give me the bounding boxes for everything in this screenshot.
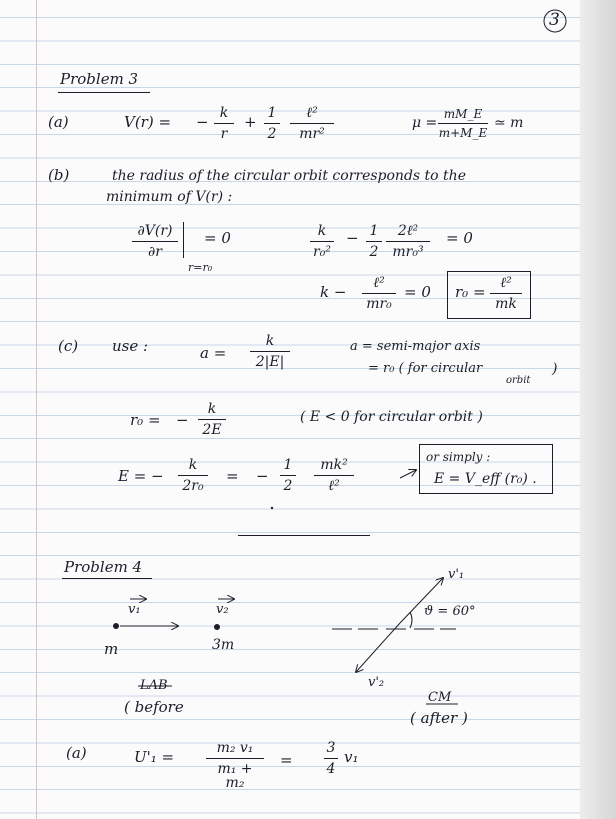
plus-sign: + <box>244 113 257 131</box>
three-quarters-fraction: $\frac{3}{4}$ <box>324 741 338 776</box>
k-minus: k − <box>320 283 347 301</box>
orbit-note: orbit <box>506 375 531 386</box>
energy-mk2-over-l2: mk² ℓ² <box>314 458 354 493</box>
energy-lhs: E = − <box>118 467 164 485</box>
minus-sign: − <box>196 113 209 131</box>
r0-fraction-c: $\frac{k}{2E}$ <box>198 402 226 437</box>
velocity-v2-prime-label: v'₂ <box>368 675 385 690</box>
potential-lhs: V(r) = <box>124 113 172 131</box>
equals-zero-b: = 0 <box>446 229 473 247</box>
velocity-v1-label: v₁ <box>128 602 141 617</box>
mass-3m-label: 3m <box>212 637 235 653</box>
problem-4-heading: Problem 4 <box>64 558 143 576</box>
u1-prime-fraction: $\frac{\text{m₂ v₁}}{\text{m₁ + m₂}}$ <box>206 741 264 790</box>
part-b-label: (b) <box>48 166 70 184</box>
u1-prime-lhs: U'₁ = <box>134 748 175 766</box>
cm-frame-label: CM <box>428 690 452 705</box>
energy-minus-2: − <box>256 467 269 485</box>
note-close-paren: ) <box>552 361 558 377</box>
reduced-mass-approx: ≃ m <box>494 115 524 131</box>
semi-major-note: a = semi-major axis <box>350 339 481 354</box>
fraction-k-over-r0sq: $\frac{k}{\text{r₀²}}$ <box>310 224 334 259</box>
energy-equals: = <box>226 467 239 485</box>
or-simply-label: or simply : <box>426 450 491 464</box>
problem-4-part-a-label: (a) <box>66 744 87 762</box>
a-lhs: a = <box>200 344 227 362</box>
fraction-l2-over-mr0: ℓ² mr₀ <box>362 276 396 311</box>
r0-lhs-c: r₀ = <box>130 411 161 429</box>
minus-sign-b: − <box>346 229 359 247</box>
energy-fraction-1: $\frac{k}{\text{2r₀}}$ <box>178 458 208 493</box>
fraction-2l2-over-mr03: 2ℓ² mr₀³ <box>386 224 430 259</box>
energy-half: $\frac{1}{2}$ <box>280 458 296 493</box>
part-b-text-line-2: minimum of V(r) : <box>106 189 233 205</box>
part-b-text-line-1: the radius of the circular orbit corresponds to the <box>112 168 466 184</box>
derivative-fraction: $\frac{\partial V(r)}{\partial r}$ <box>132 224 178 259</box>
r0-minus-c: − <box>176 411 189 429</box>
velocity-v2-label: v₂ <box>216 602 229 617</box>
mass-m-label: m <box>104 640 119 658</box>
circular-note: = r₀ ( for circular <box>368 361 483 376</box>
part-c-label: (c) <box>58 337 79 355</box>
equals-zero-c: = 0 <box>404 283 431 301</box>
a-fraction: $\frac{k}{2|E|}$ <box>250 334 290 369</box>
result-v1: v₁ <box>344 748 359 766</box>
scattering-angle-label: ϑ = 60° <box>424 604 476 619</box>
part-a-label: (a) <box>48 113 69 131</box>
page-number: 3 <box>549 10 560 30</box>
reduced-mass-fraction: $\frac{mM\_E}{m+M\_E}$ <box>438 107 488 140</box>
after-label: ( after ) <box>410 709 468 727</box>
before-label: ( before <box>124 698 184 716</box>
r0-result-lhs: r₀ = <box>455 283 486 301</box>
reduced-mass-lhs: μ = <box>412 115 438 131</box>
fraction-half-b: $\frac{1}{2}$ <box>366 224 382 259</box>
r0-result-fraction: ℓ² mk <box>490 276 522 311</box>
fraction-l2-over-mr2: ℓ² mr² <box>290 106 334 141</box>
u1-prime-equals: = <box>280 751 293 769</box>
energy-veff-equation: E = V_eff (r₀) . <box>434 471 537 487</box>
derivative-equals-zero: = 0 <box>204 229 231 247</box>
fraction-k-over-r: $\frac{k}{r}$ <box>214 106 234 141</box>
negative-energy-condition: ( E < 0 for circular orbit ) <box>300 409 483 425</box>
lab-frame-label: LAB <box>140 678 168 693</box>
evaluated-at: r=r₀ <box>188 261 213 274</box>
problem-3-heading: Problem 3 <box>60 70 139 88</box>
use-label: use : <box>112 337 149 355</box>
fraction-one-half: $\frac{1}{2}$ <box>264 106 280 141</box>
velocity-v1-prime-label: v'₁ <box>448 567 465 582</box>
